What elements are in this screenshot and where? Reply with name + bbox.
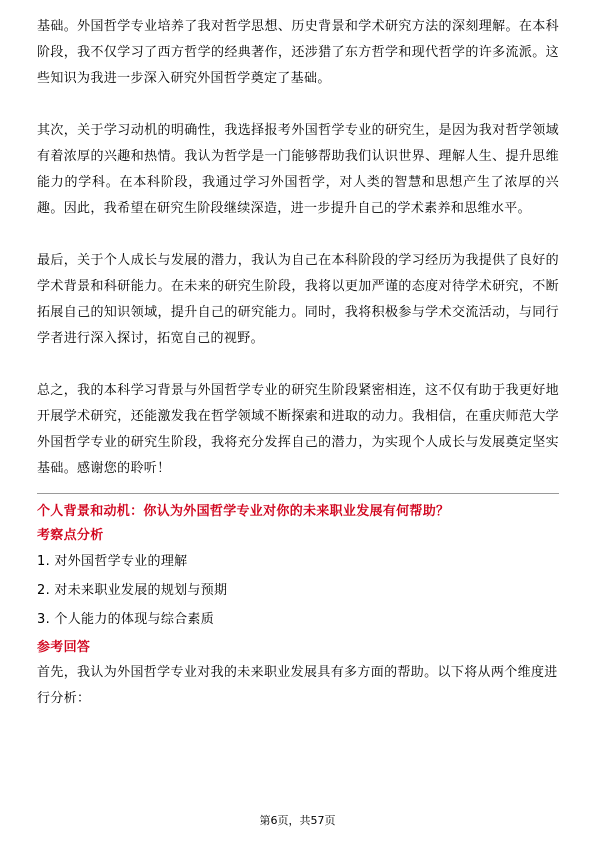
- interview-question: 个人背景和动机：你认为外国哲学专业对你的未来职业发展有何帮助？: [37, 504, 450, 519]
- body-paragraph-4: 总之，我的本科学习背景与外国哲学专业的研究生阶段紧密相连，这不仅有助于我更好地开展学术研究，还能激发我在哲学领域不断探索和进取的动力。我相信，在重庆师范大学外国哲学专业的研究生阶段，我将充分发挥自己的潜力，为实现个人成长与发展奠定坚实基础。感谢您的聆听！: [37, 383, 559, 476]
- section-divider: [37, 493, 559, 494]
- document-page: [37, 14, 559, 712]
- reference-answer-text: 首先，我认为外国哲学专业对我的未来职业发展具有多方面的帮助。以下将从两个维度进行分析：: [37, 665, 558, 706]
- analysis-item: 3. 个人能力的体现与综合素质: [37, 612, 215, 627]
- analysis-list: [37, 552, 559, 630]
- analysis-heading: 考察点分析: [37, 528, 104, 543]
- page-number: 第6页，共57页: [259, 814, 336, 827]
- body-paragraph-1: 基础。外国哲学专业培养了我对哲学思想、历史背景和学术研究方法的深刻理解。在本科阶段，我不仅学习了西方哲学的经典著作，还涉猎了东方哲学和现代哲学的许多流派。这些知识为我进一步深入研究外国哲学奠定了基础。: [37, 19, 559, 86]
- analysis-item: 1. 对外国哲学专业的理解: [37, 554, 188, 569]
- reference-answer-heading: 参考回答: [37, 640, 91, 655]
- body-paragraph-3: 最后，关于个人成长与发展的潜力，我认为自己在本科阶段的学习经历为我提供了良好的学术背景和科研能力。在未来的研究生阶段，我将以更加严谨的态度对待学术研究，不断拓展自己的知识领域，提升自己的研究能力。同时，我将积极参与学术交流活动，与同行学者进行深入探讨，拓宽自己的视野。: [37, 253, 559, 346]
- body-paragraph-2: 其次，关于学习动机的明确性，我选择报考外国哲学专业的研究生，是因为我对哲学领域有着浓厚的兴趣和热情。我认为哲学是一门能够帮助我们认识世界、理解人生、提升思维能力的学科。在本科阶段，我通过学习外国哲学，对人类的智慧和思想产生了浓厚的兴趣。因此，我希望在研究生阶段继续深造，进一步提升自己的学术素养和思维水平。: [37, 123, 559, 216]
- analysis-item: 2. 对未来职业发展的规划与预期: [37, 583, 228, 598]
